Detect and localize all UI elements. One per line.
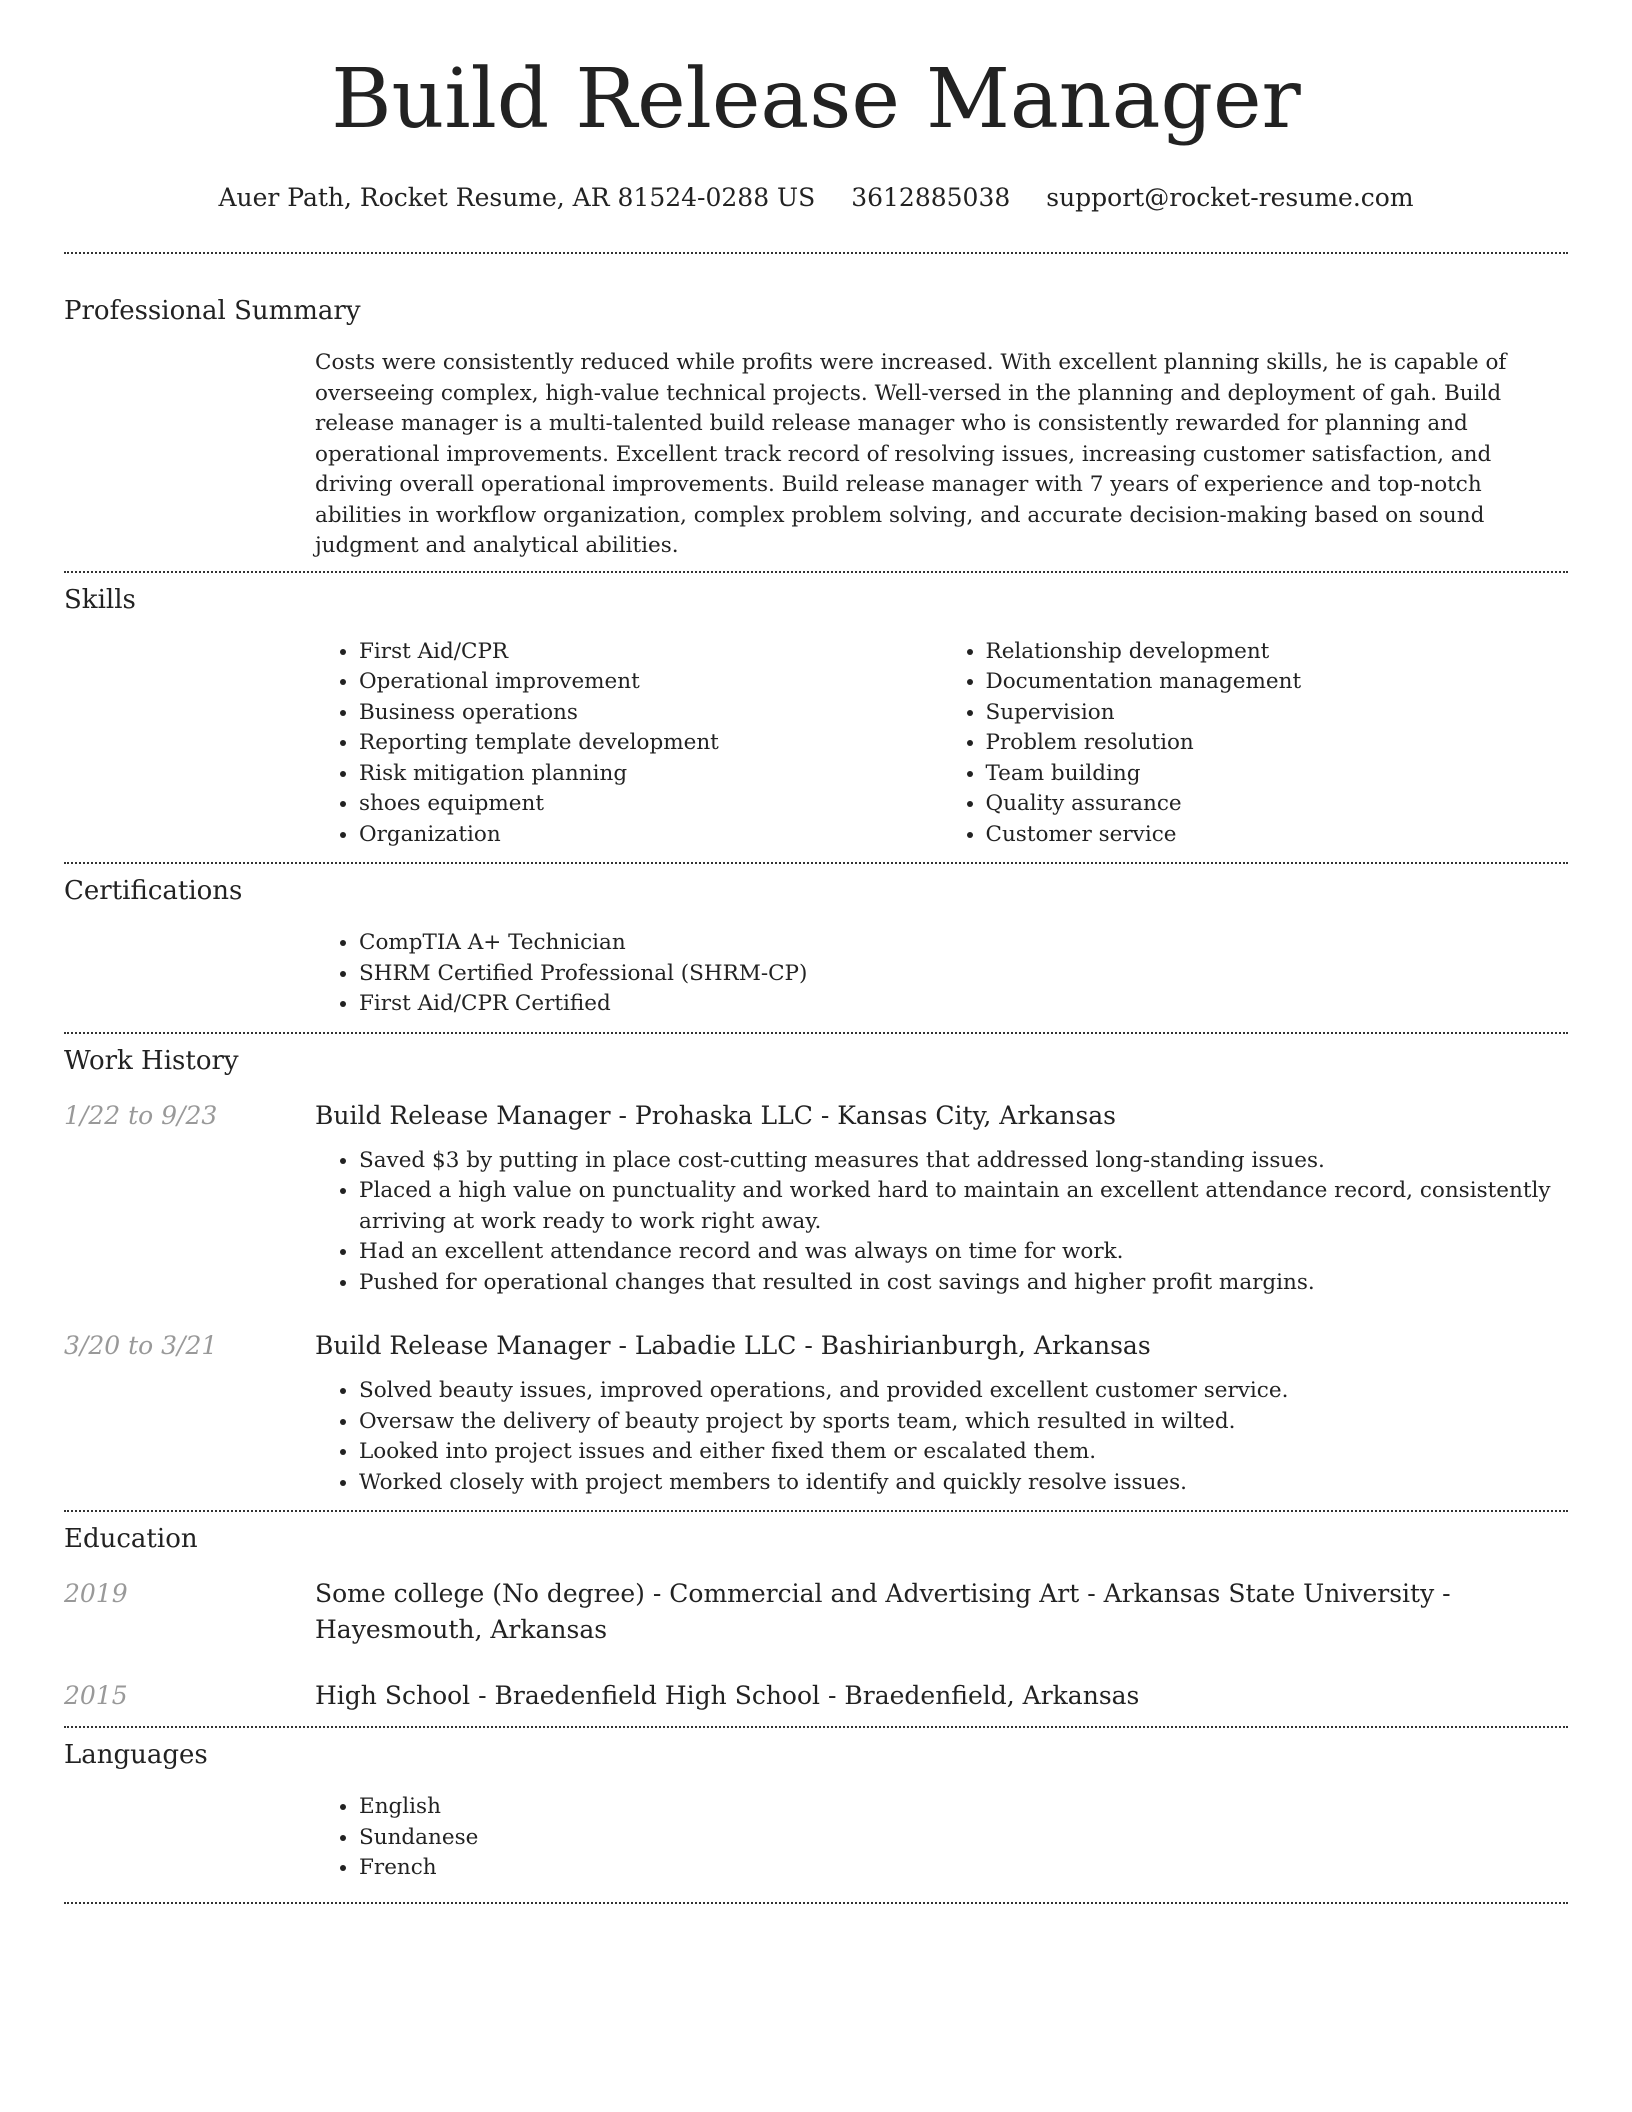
- certifications-content: [315, 928, 1568, 1020]
- work-bullets: [315, 1376, 1568, 1498]
- skill-item: • Problem resolution: [986, 728, 1569, 759]
- education-title: High School - Braedenfield High School - Braedenfield, Arkansas: [315, 1681, 1140, 1710]
- language-item: • Sundanese: [359, 1823, 1568, 1854]
- resume-header: [64, 0, 1568, 214]
- certification-item: • First Aid/CPR Certified: [359, 989, 1568, 1020]
- work-entry: [64, 1328, 1568, 1498]
- work-entry-body: [315, 1328, 1568, 1498]
- education-entry: [64, 1576, 1568, 1648]
- section-title-work: Work History: [64, 1045, 239, 1076]
- certifications-list: [315, 928, 1568, 1020]
- section-title-languages: Languages: [64, 1740, 208, 1770]
- work-title: Build Release Manager - Prohaska LLC - Kansas City, Arkansas: [315, 1100, 1117, 1130]
- work-bullet: • Worked closely with project members to identify and quickly resolve issues.: [359, 1468, 1568, 1499]
- certifications-section: [64, 864, 1568, 1020]
- work-bullet: • Looked into project issues and either fixed them or escalated them.: [359, 1437, 1568, 1468]
- section-divider: [64, 1902, 1568, 1904]
- education-year: 2019: [64, 1579, 128, 1608]
- contact-line: [64, 182, 1568, 214]
- section-title-summary: Professional Summary: [64, 296, 361, 326]
- work-bullet: • Saved $3 by putting in place cost-cutting measures that addressed long-standing issues.: [359, 1146, 1568, 1177]
- section-title-skills: Skills: [64, 584, 136, 615]
- certification-item: • CompTIA A+ Technician: [359, 928, 1568, 959]
- work-bullet: • Solved beauty issues, improved operations, and provided excellent customer service.: [359, 1376, 1568, 1407]
- skills-section: [64, 573, 1568, 851]
- education-title: Some college (No degree) - Commercial and Advertising Art - Arkansas State University - Hayesmouth, Arkansas: [315, 1579, 1451, 1644]
- skill-item: • shoes equipment: [359, 789, 942, 820]
- skill-item: • Reporting template development: [359, 728, 942, 759]
- contact-phone: 3612885038: [851, 183, 1011, 212]
- summary-text: Costs were consistently reduced while profits were increased. With excellent planning skills, he is capable of overseeing complex, high-value technical projects. Well-versed in the planning and deployment of gah. Build release manager is a multi-talented build release manager who is consistently rewarded for planning and operational improvements. Excellent track record of resolving issues, increasing customer satisfaction, and driving overall operational improvements. Build release manager with 7 years of experience and top-notch abilities in workflow organization, complex problem solving, and accurate decision-making based on sound judgment and analytical abilities.: [315, 350, 1507, 558]
- skill-item: • Documentation management: [986, 667, 1569, 698]
- language-item: • English: [359, 1792, 1568, 1823]
- skills-list-right: [942, 637, 1569, 851]
- languages-list: [315, 1792, 1568, 1884]
- work-dates: 1/22 to 9/23: [64, 1100, 218, 1130]
- work-bullets: [315, 1146, 1568, 1299]
- education-year: 2015: [64, 1681, 128, 1710]
- skills-list-left: [315, 637, 942, 851]
- certification-item: • SHRM Certified Professional (SHRM-CP): [359, 959, 1568, 990]
- section-title-certifications: Certifications: [64, 876, 243, 906]
- work-entry-body: [315, 1098, 1568, 1299]
- section-title-education: Education: [64, 1524, 198, 1554]
- education-entry-body: [315, 1678, 1568, 1714]
- work-title: Build Release Manager - Labadie LLC - Bashirianburgh, Arkansas: [315, 1331, 1151, 1360]
- skill-item: • Team building: [986, 759, 1569, 790]
- summary-section: [64, 254, 1568, 562]
- skill-item: • Relationship development: [986, 637, 1569, 668]
- skill-item: • Operational improvement: [359, 667, 942, 698]
- skill-item: • Risk mitigation planning: [359, 759, 942, 790]
- skill-item: • First Aid/CPR: [359, 637, 942, 668]
- work-bullet: • Oversaw the delivery of beauty project by sports team, which resulted in wilted.: [359, 1407, 1568, 1438]
- work-bullet: • Placed a high value on punctuality and worked hard to maintain an excellent attendance record, consistently arriving at work ready to work right away.: [359, 1176, 1568, 1237]
- work-bullet: • Pushed for operational changes that resulted in cost savings and higher profit margins.: [359, 1268, 1568, 1299]
- skill-item: • Customer service: [986, 820, 1569, 851]
- skill-item: • Organization: [359, 820, 942, 851]
- education-entry-body: [315, 1576, 1568, 1648]
- work-dates: 3/20 to 3/21: [64, 1331, 218, 1360]
- work-bullet: • Had an excellent attendance record and was always on time for work.: [359, 1237, 1568, 1268]
- skill-item: • Supervision: [986, 698, 1569, 729]
- resume-name: Build Release Manager: [331, 52, 1301, 147]
- education-section: [64, 1512, 1568, 1714]
- work-history-section: [64, 1034, 1568, 1499]
- languages-content: [315, 1792, 1568, 1884]
- work-entry: [64, 1098, 1568, 1299]
- contact-email: support@rocket-resume.com: [1046, 183, 1414, 212]
- languages-section: [64, 1728, 1568, 1884]
- skill-item: • Quality assurance: [986, 789, 1569, 820]
- education-entry: [64, 1678, 1568, 1714]
- skills-columns: [315, 637, 1568, 851]
- contact-address: Auer Path, Rocket Resume, AR 81524-0288 US: [218, 183, 816, 212]
- skill-item: • Business operations: [359, 698, 942, 729]
- language-item: • French: [359, 1853, 1568, 1884]
